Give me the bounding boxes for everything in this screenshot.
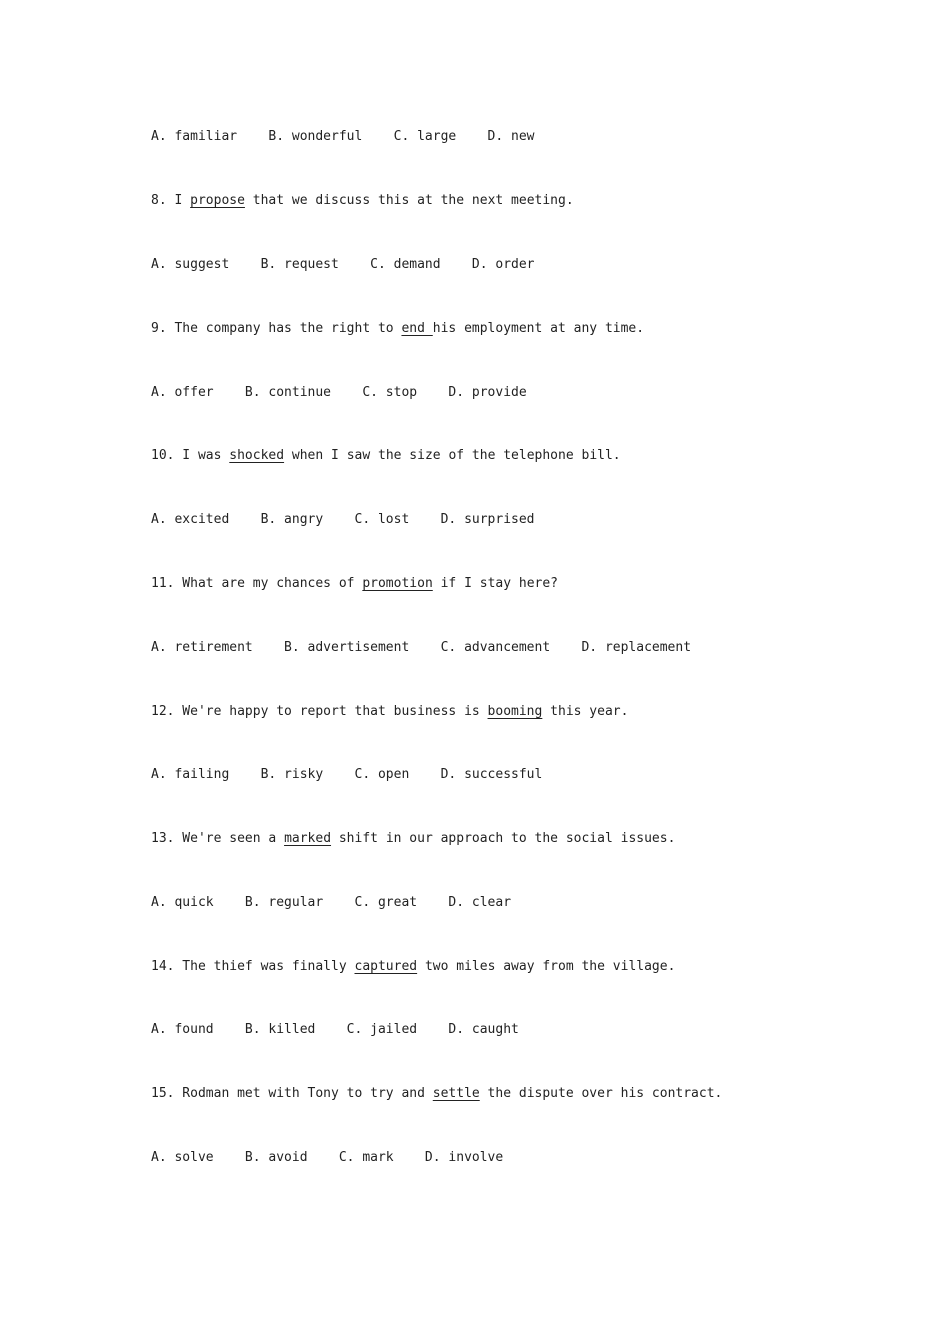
options-line-7: A. familiar B. wonderful C. large D. new: [151, 129, 535, 144]
options-line-13: A. quick B. regular C. great D. clear: [151, 895, 512, 910]
underlined-word: shocked: [229, 448, 285, 463]
question-14: [151, 959, 675, 975]
options-line-14: A. found B. killed C. jailed D. caught: [151, 1022, 519, 1037]
question-13: [151, 831, 675, 847]
question-8: [151, 193, 574, 209]
options-line-10: A. excited B. angry C. lost D. surprised: [151, 512, 535, 527]
question-text: the dispute over his contract.: [479, 1086, 723, 1101]
question-text: that we discuss this at the next meeting.: [244, 193, 574, 208]
options-line-11: A. retirement B. advertisement C. advancement D. replacement: [151, 640, 692, 655]
question-text: if I stay here?: [432, 576, 559, 591]
question-text: 14. The thief was finally: [151, 959, 355, 974]
underlined-word: settle: [432, 1086, 480, 1101]
underlined-word: captured: [354, 959, 418, 974]
underlined-word: marked: [284, 831, 332, 846]
options-line-15: A. solve B. avoid C. mark D. involve: [151, 1150, 504, 1165]
question-15: [151, 1086, 722, 1102]
question-11: [151, 576, 558, 592]
question-text: 13. We're seen a: [151, 831, 285, 846]
question-text: 12. We're happy to report that business is: [151, 704, 488, 719]
options-line-8: A. suggest B. request C. demand D. order: [151, 257, 535, 272]
options-line-9: A. offer B. continue C. stop D. provide: [151, 385, 527, 400]
question-text: 8. I: [151, 193, 191, 208]
question-10: [151, 448, 621, 464]
options-line-12: A. failing B. risky C. open D. successful: [151, 767, 543, 782]
question-text: when I saw the size of the telephone bill.: [284, 448, 621, 463]
question-9: [151, 321, 644, 337]
question-text: 11. What are my chances of: [151, 576, 363, 591]
question-12: [151, 704, 628, 720]
question-text: 15. Rodman met with Tony to try and: [151, 1086, 433, 1101]
question-text: 9. The company has the right to: [151, 321, 402, 336]
underlined-word: propose: [190, 193, 245, 208]
question-text: shift in our approach to the social issues.: [331, 831, 676, 846]
question-text: two miles away from the village.: [417, 959, 676, 974]
question-text: his employment at any time.: [432, 321, 645, 336]
underlined-word: promotion: [362, 576, 433, 591]
underlined-word: end: [401, 321, 433, 336]
question-text: this year.: [542, 704, 629, 719]
question-text: 10. I was: [151, 448, 230, 463]
underlined-word: booming: [487, 704, 543, 719]
